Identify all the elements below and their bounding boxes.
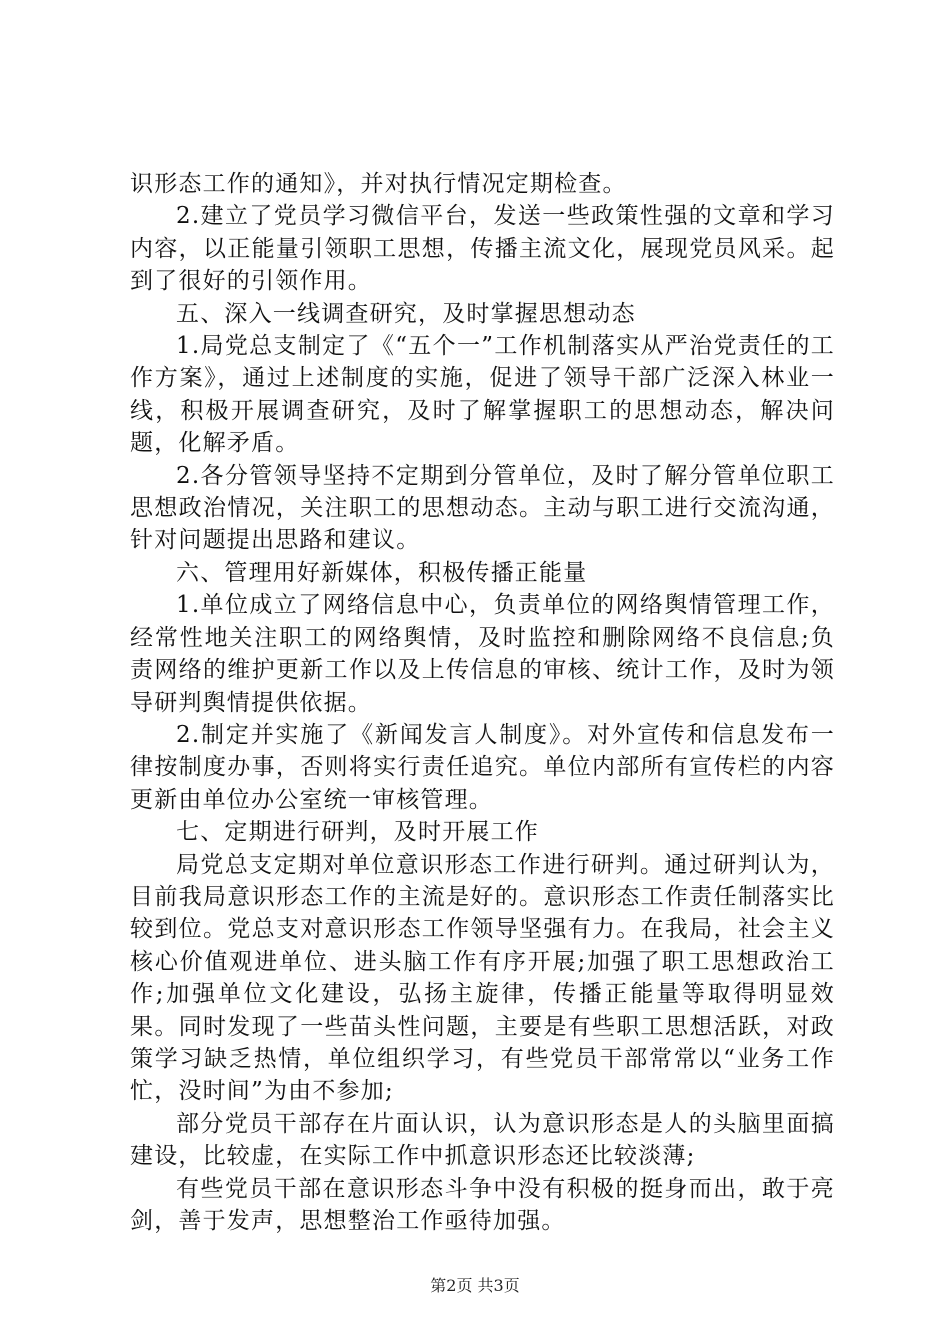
section-heading-7: 七、定期进行研判，及时开展工作 <box>176 819 539 846</box>
page-number: 第2页 共3页 <box>430 1276 520 1295</box>
paragraph-research-judgment: 局党总支定期对单位意识形态工作进行研判。通过研判认为，目前我局意识形态工作的主流是好的。意识形态工作责任制落实比较到位。党总支对意识形态工作领导坚强有力。在我局，社会主义核心价值观进单位、进头脑工作有序开展;加强了职工思想政治工作;加强单位文化建设，弘扬主旋律，传播正能量等取得明显效果。同时发现了一些苗头性问题，主要是有些职工思想活跃，对政策学习缺乏热情，单位组织学习，有些党员干部常常以“业务工作忙，没时间”为由不参加; <box>130 851 835 1105</box>
section-heading-6: 六、管理用好新媒体，积极传播正能量 <box>176 559 588 586</box>
paragraph-one-sided-views: 部分党员干部存在片面认识，认为意识形态是人的头脑里面搞建设，比较虚，在实际工作中抓意识形态还比较淡薄; <box>130 1110 835 1170</box>
paragraph-item-spokesperson: 2.制定并实施了《新闻发言人制度》。对外宣传和信息发布一律按制度办事，否则将实行责任追究。单位内部所有宣传栏的内容更新由单位办公室统一审核管理。 <box>130 721 835 813</box>
paragraph-item-network-center: 1.单位成立了网络信息中心，负责单位的网络舆情管理工作，经常性地关注职工的网络舆情，及时监控和删除网络不良信息;负责网络的维护更新工作以及上传信息的审核、统计工作，及时为领导研判舆情提供依据。 <box>130 592 835 716</box>
paragraph-item-leaders-visits: 2.各分管领导坚持不定期到分管单位，及时了解分管单位职工思想政治情况，关注职工的思想动态。主动与职工进行交流沟通，针对问题提出思路和建议。 <box>130 462 835 554</box>
paragraph-ideological-struggle: 有些党员干部在意识形态斗争中没有积极的挺身而出，敢于亮剑，善于发声，思想整治工作亟待加强。 <box>130 1175 835 1234</box>
document-body <box>130 168 835 1237</box>
paragraph-item-work-plan: 1.局党总支制定了《“五个一”工作机制落实从严治党责任的工作方案》，通过上述制度的实施，促进了领导干部广泛深入林业一线，积极开展调查研究，及时了解掌握职工的思想动态，解决问题，化解矛盾。 <box>130 333 835 457</box>
paragraph-item-wechat-platform: 2.建立了党员学习微信平台，发送一些政策性强的文章和学习内容，以正能量引领职工思想，传播主流文化，展现党员风采。起到了很好的引领作用。 <box>130 203 835 295</box>
section-heading-5: 五、深入一线调查研究，及时掌握思想动态 <box>176 300 636 327</box>
paragraph-continuation: 识形态工作的通知》，并对执行情况定期检查。 <box>130 171 627 197</box>
